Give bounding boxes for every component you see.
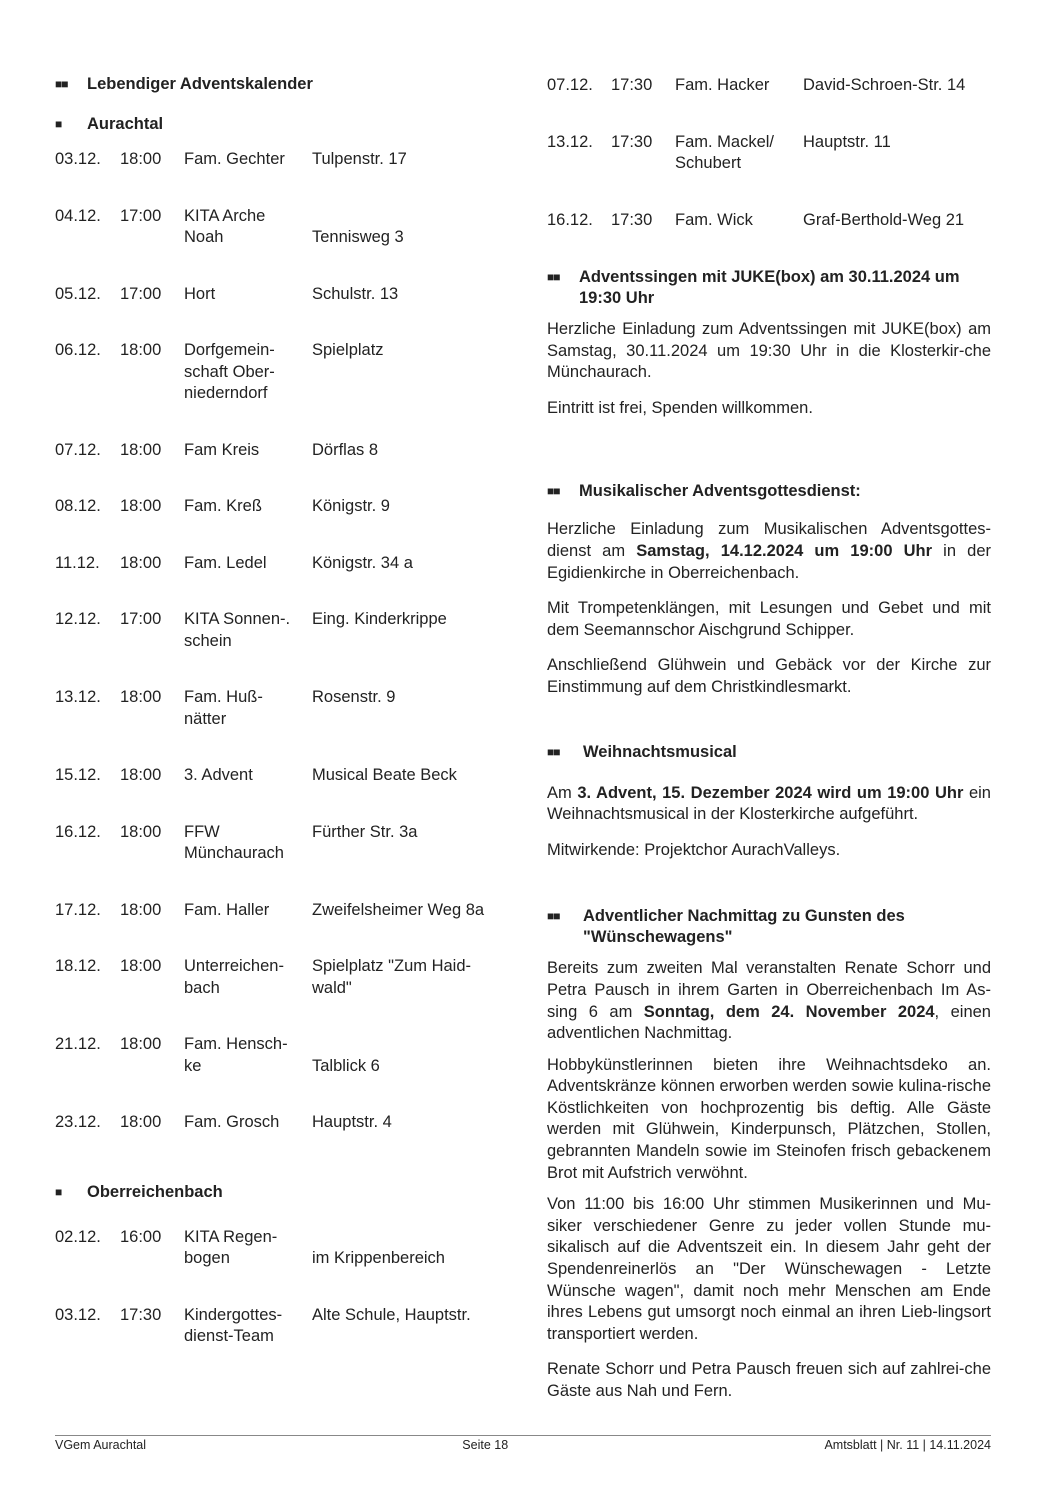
section-heading-oberreichenbach: ■ Oberreichenbach bbox=[55, 1182, 223, 1201]
list-item: 07.12. 18:00 Fam Kreis Dörflas 8 bbox=[55, 440, 379, 459]
list-item: 18.12. 18:00 Unterreichen- bach Spielplatz "Zum Haid- wald" bbox=[55, 957, 471, 997]
list-item: 13.12. 17:30 Fam. Mackel/ Schubert Hauptstr. 11 bbox=[547, 132, 891, 172]
square-icon: ■ bbox=[55, 1184, 62, 1199]
nachmittag-paragraph-1: Bereits zum zweiten Mal veranstalten Renate Schorr und Petra Pausch in ihrem Garten in Oberreichenbach Im As-sing 6 am Sonntag, dem 24. November 2024, einen adventlichen Nachmittag. bbox=[547, 959, 991, 1043]
nachmittag-paragraph-2: Hobbykünstlerinnen bieten ihre Weihnachtsdeko an. Adventskränze können erworben werden sowie kulina-rische Köstlichkeiten von hochprozentig bis deftig. Alle Gäste werden mit Glühwein, Kinderpunsch, Plätzchen, Stollen, gebrannten Mandeln sowie im Steinofen frisch gebackenem Brot mit Aufstrich verwöhnt. bbox=[547, 1055, 991, 1182]
list-item: 13.12. 18:00 Fam. Huß- nätter Rosenstr. 9 bbox=[55, 688, 396, 728]
oberreichenbach-list bbox=[55, 1227, 510, 1348]
footer-issue: Amtsblatt | Nr. 11 | 14.11.2024 bbox=[824, 1438, 991, 1452]
jukebox-paragraph-1: Herzliche Einladung zum Adventssingen mit JUKE(box) am Samstag, 30.11.2024 um 19:30 Uhr in die Klosterkir-che Münchaurach. bbox=[547, 320, 991, 382]
left-column bbox=[55, 74, 510, 1348]
list-item: 03.12. 18:00 Fam. Gechter Tulpenstr. 17 bbox=[55, 150, 407, 168]
double-square-icon: ■■ bbox=[547, 909, 560, 924]
musical-heading: ■■ Weihnachtsmusical bbox=[547, 742, 737, 761]
list-item: 17.12. 18:00 Fam. Haller Zweifelsheimer Weg 8a bbox=[55, 900, 485, 919]
jukebox-paragraph-2: Eintritt ist frei, Spenden willkommen. bbox=[547, 398, 813, 417]
list-item: 03.12. 17:30 Kindergottes- dienst-Team Alte Schule, Hauptstr. bbox=[55, 1305, 471, 1345]
gottesdienst-paragraph-3: Anschließend Glühwein und Gebäck vor der Kirche zur Einstimmung auf dem Christkindlesmarkt. bbox=[547, 656, 991, 696]
list-item: 07.12. 17:30 Fam. Hacker David-Schroen-Str. 14 bbox=[547, 76, 966, 94]
nachmittag-paragraph-3: Von 11:00 bis 16:00 Uhr stimmen Musikerinnen und Mu-siker verschiedener Genre zu jeder vollen Stunde mu-sikalisch auf die Adventszeit ein. In diesem Jahr geht der Spendenreinerlös an "Der Wünschewagen - Letzte Wünsche wagen", damit noch mehr Menschen am Ende ihres Lebens gut umsorgt noch einmal an ihren Lieb-lingsort transportiert werden. bbox=[547, 1195, 991, 1343]
double-square-icon: ■■ bbox=[55, 77, 68, 91]
list-item: 16.12. 18:00 FFW Münchaurach Fürther Str. 3a bbox=[55, 822, 418, 862]
double-square-icon: ■■ bbox=[547, 484, 560, 499]
page-footer bbox=[55, 1435, 991, 1452]
list-item: 08.12. 18:00 Fam. Kreß Königstr. 9 bbox=[55, 497, 390, 515]
gottesdienst-heading: ■■ Musikalischer Adventsgottesdienst: bbox=[547, 482, 861, 501]
nachmittag-paragraph-4: Renate Schorr und Petra Pausch freuen sich auf zahlrei-che Gäste aus Nah und Fern. bbox=[547, 1360, 991, 1400]
list-item: 02.12. 16:00 KITA Regen- bogen im Krippenbereich bbox=[55, 1227, 445, 1267]
list-item: 11.12. 18:00 Fam. Ledel Königstr. 34 a bbox=[55, 553, 413, 572]
right-column bbox=[547, 74, 991, 1403]
list-item: 23.12. 18:00 Fam. Grosch Hauptstr. 4 bbox=[55, 1113, 392, 1131]
calendar-heading: ■■ Lebendiger Adventskalender bbox=[55, 75, 313, 93]
page-number: Seite 18 bbox=[462, 1438, 509, 1452]
gottesdienst-paragraph-2: Mit Trompetenklängen, mit Lesungen und Gebet und mit dem Seemannschor Aischgrund Schipper. bbox=[547, 599, 991, 639]
musical-paragraph-1: Am 3. Advent, 15. Dezember 2024 wird um 19:00 Uhr ein Weihnachtsmusical in der Klosterkirche aufgeführt. bbox=[547, 783, 991, 824]
list-item: 06.12. 18:00 Dorfgemein- schaft Ober- niederndorf Spielplatz bbox=[55, 341, 384, 402]
list-item: 15.12. 18:00 3. Advent Musical Beate Beck bbox=[55, 766, 457, 784]
list-item: 12.12. 17:00 KITA Sonnen-. schein Eing. Kinderkrippe bbox=[55, 610, 447, 650]
gottesdienst-paragraph-1: Herzliche Einladung zum Musikalischen Adventsgottes-dienst am Samstag, 14.12.2024 um 19:00 Uhr in der Egidienkirche in Oberreichenbach. bbox=[547, 520, 991, 582]
musical-paragraph-2: Mitwirkende: Projektchor AurachValleys. bbox=[547, 840, 841, 859]
double-square-icon: ■■ bbox=[547, 744, 560, 759]
footer-publisher: VGem Aurachtal bbox=[55, 1438, 147, 1452]
list-item: 21.12. 18:00 Fam. Hensch- ke Talblick 6 bbox=[55, 1035, 380, 1075]
list-item: 04.12. 17:00 KITA Arche Noah Tennisweg 3 bbox=[55, 206, 404, 246]
square-icon: ■ bbox=[55, 117, 62, 131]
continued-list bbox=[547, 75, 991, 231]
double-square-icon: ■■ bbox=[547, 270, 560, 284]
jukebox-heading: ■■ Adventssingen mit JUKE(box) am 30.11.2024 um 19:30 Uhr bbox=[547, 268, 960, 307]
list-item: 16.12. 17:30 Fam. Wick Graf-Berthold-Weg 21 bbox=[547, 210, 965, 229]
aurachtal-list bbox=[55, 149, 510, 1134]
section-heading-aurachtal: ■ Aurachtal bbox=[55, 115, 164, 133]
list-item: 05.12. 17:00 Hort Schulstr. 13 bbox=[55, 284, 399, 303]
nachmittag-heading: ■■ Adventlicher Nachmittag zu Gunsten des "Wünschewagens" bbox=[547, 907, 905, 947]
